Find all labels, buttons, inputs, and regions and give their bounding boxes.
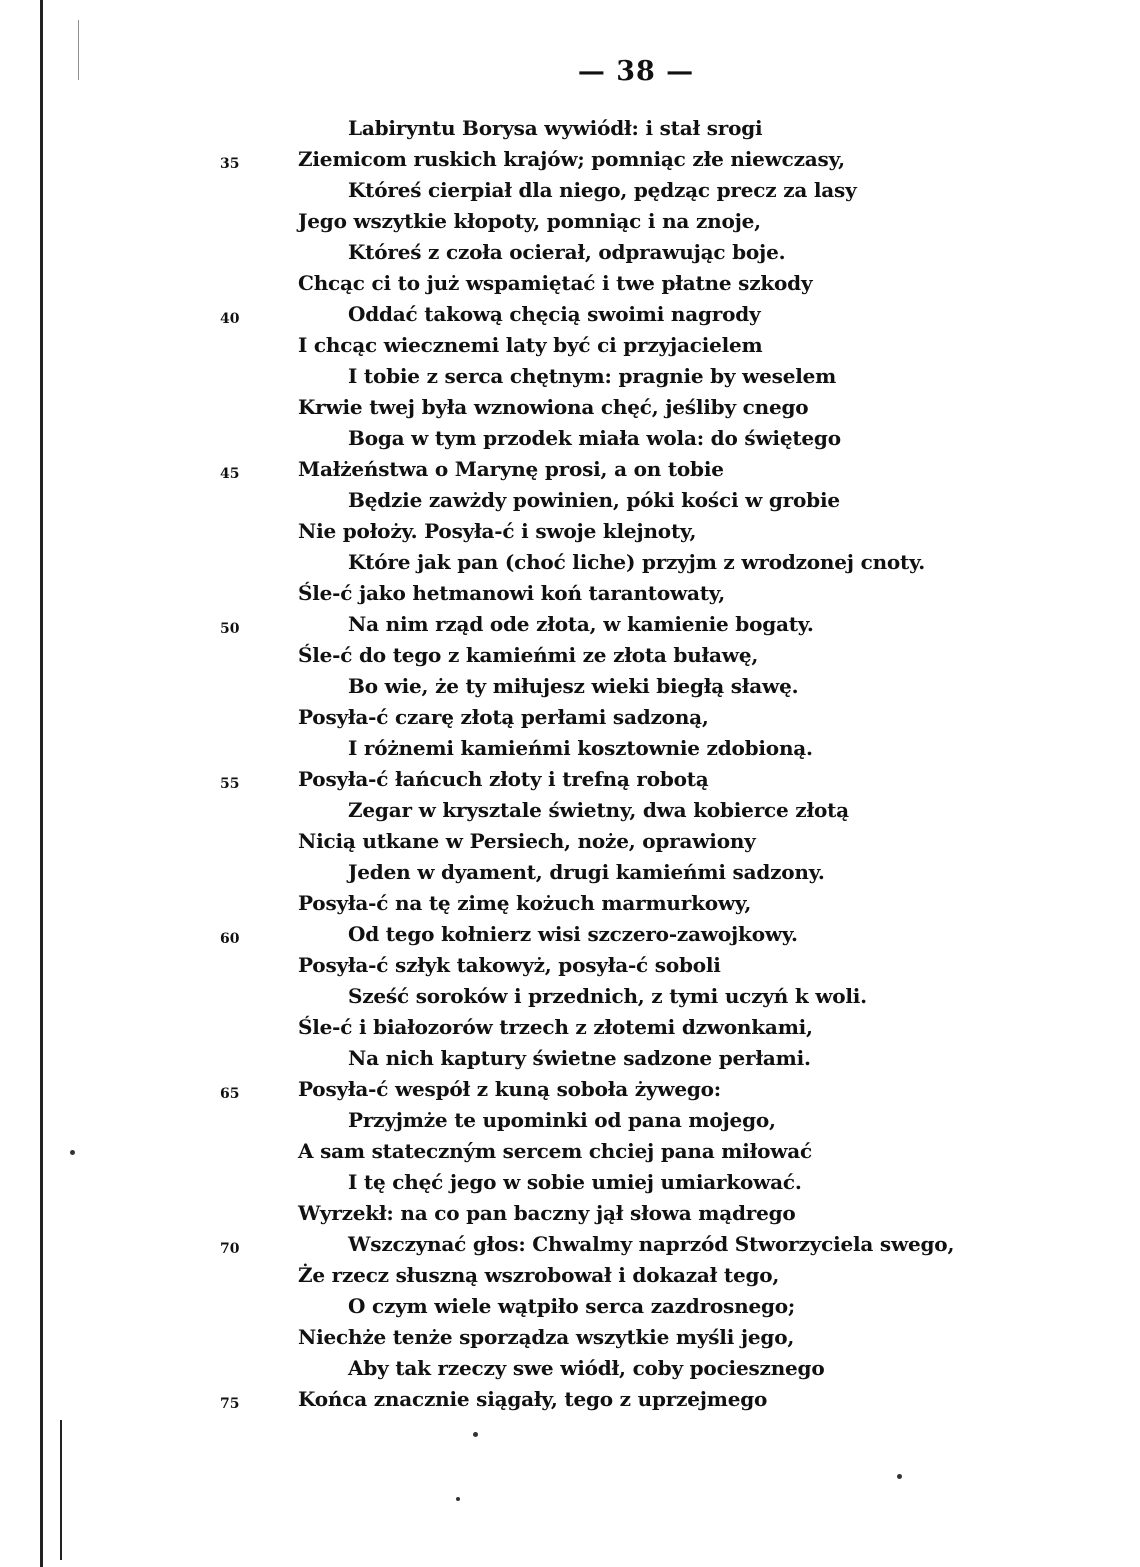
line-text: I różnemi kamieńmi kosztownie zdobioną. [348,736,813,760]
line-text: Małżeństwa o Marynę prosi, a on tobie [298,457,724,481]
poem-line [0,1387,1140,1418]
line-text: I tę chęć jego w sobie umiej umiarkować. [348,1170,802,1194]
line-text: Sześć soroków i przednich, z tymi uczyń k woli. [348,984,867,1008]
poem-line [0,1108,1140,1139]
poem-line [0,1077,1140,1108]
line-text: Zegar w krysztale świetny, dwa kobierce złotą [348,798,849,822]
line-text: Posyła-ć czarę złotą perłami sadzoną, [298,705,709,729]
line-text: Posyła-ć na tę zimę kożuch marmurkowy, [298,891,752,915]
line-text: Posyła-ć wespół z kuną soboła żywego: [298,1077,721,1101]
poem-line [0,1263,1140,1294]
poem-line [0,333,1140,364]
line-text: Krwie twej była wznowiona chęć, jeśliby cnego [298,395,809,419]
poem-line [0,457,1140,488]
line-text: Końca znacznie siągały, tego z uprzejmego [298,1387,768,1411]
poem-line [0,209,1140,240]
poem-line [0,581,1140,612]
line-text: Któreś z czoła ocierał, odprawując boje. [348,240,786,264]
poem-line [0,736,1140,767]
line-number: 75 [220,1396,240,1412]
line-number: 55 [220,776,240,792]
page-number: — 38 — [577,56,695,87]
poem-line [0,829,1140,860]
line-text: Któreś cierpiał dla niego, pędząc precz za lasy [348,178,857,202]
binding-edge-line-bottom [60,1420,62,1560]
poem-line [0,767,1140,798]
poem-line [0,643,1140,674]
poem-line [0,922,1140,953]
poem-line [0,1139,1140,1170]
poem-line [0,1356,1140,1387]
line-number: 60 [220,931,240,947]
poem-line [0,147,1140,178]
line-text: Od tego kołnierz wisi szczero-zawojkowy. [348,922,798,946]
line-text: Posyła-ć szłyk takowyż, posyła-ć soboli [298,953,721,977]
line-text: Że rzecz słuszną wszrobował i dokazał tego, [298,1263,780,1287]
line-text: Śle-ć jako hetmanowi koń tarantowaty, [298,581,726,605]
line-text: I tobie z serca chętnym: pragnie by weselem [348,364,837,388]
print-speck [456,1497,460,1501]
binding-edge-line-faint [78,20,79,80]
poem-line [0,426,1140,457]
poem-line [0,705,1140,736]
print-speck [473,1432,478,1437]
line-text: Aby tak rzeczy swe wiódł, coby pociesznego [348,1356,825,1380]
line-text: Oddać takową chęcią swoimi nagrody [348,302,761,326]
poem-line [0,395,1140,426]
poem-line [0,1201,1140,1232]
line-text: Wszczynać głos: Chwalmy naprzód Stworzyciela swego, [348,1232,955,1256]
line-text: Wyrzekł: na co pan baczny jął słowa mądrego [298,1201,796,1225]
line-text: Jeden w dyament, drugi kamieńmi sadzony. [348,860,825,884]
line-text: Chcąc ci to już wspamiętać i twe płatne szkody [298,271,813,295]
line-number: 45 [220,466,240,482]
poem-line [0,178,1140,209]
poem-line [0,953,1140,984]
poem-line [0,302,1140,333]
line-text: Nie położy. Posyła-ć i swoje klejnoty, [298,519,697,543]
line-text: A sam stateczným sercem chciej pana miłować [298,1139,812,1163]
line-text: Będzie zawżdy powinien, póki kości w grobie [348,488,840,512]
line-text: I chcąc wiecznemi laty być ci przyjacielem [298,333,763,357]
poem-line [0,860,1140,891]
line-text: Niechże tenże sporządza wszytkie myśli jego, [298,1325,795,1349]
poem-line [0,519,1140,550]
line-text: Bo wie, że ty miłujesz wieki biegłą sławę. [348,674,799,698]
line-number: 50 [220,621,240,637]
line-text: O czym wiele wątpiło serca zazdrosnego; [348,1294,796,1318]
line-number: 35 [220,156,240,172]
poem-line [0,488,1140,519]
line-text: Posyła-ć łańcuch złoty i trefną robotą [298,767,709,791]
poem-line [0,1325,1140,1356]
poem-line [0,116,1140,147]
poem-line [0,1015,1140,1046]
line-number: 70 [220,1241,240,1257]
line-text: Które jak pan (choć liche) przyjm z wrodzonej cnoty. [348,550,925,574]
poem-line [0,798,1140,829]
line-text: Labiryntu Borysa wywiódł: i stał srogi [348,116,763,140]
poem-line [0,1170,1140,1201]
poem-line [0,984,1140,1015]
poem-line [0,550,1140,581]
print-speck [897,1474,902,1479]
line-text: Śle-ć do tego z kamieńmi ze złota buławę, [298,643,759,667]
line-text: Śle-ć i białozorów trzech z złotemi dzwonkami, [298,1015,813,1039]
line-text: Ziemicom ruskich krajów; pomniąc złe niewczasy, [298,147,845,171]
poem-line [0,364,1140,395]
line-number: 65 [220,1086,240,1102]
line-text: Na nich kaptury świetne sadzone perłami. [348,1046,811,1070]
line-text: Nicią utkane w Persiech, noże, oprawiony [298,829,756,853]
line-number: 40 [220,311,240,327]
line-text: Boga w tym przodek miała wola: do świętego [348,426,841,450]
poem-line [0,674,1140,705]
poem-line [0,1294,1140,1325]
poem-line [0,891,1140,922]
poem-line [0,1232,1140,1263]
poem-line [0,1046,1140,1077]
line-text: Na nim rząd ode złota, w kamienie bogaty. [348,612,814,636]
line-text: Jego wszytkie kłopoty, pomniąc i na znoje, [298,209,761,233]
poem-line [0,612,1140,643]
line-text: Przyjmże te upominki od pana mojego, [348,1108,776,1132]
poem-line [0,271,1140,302]
poem-line [0,240,1140,271]
